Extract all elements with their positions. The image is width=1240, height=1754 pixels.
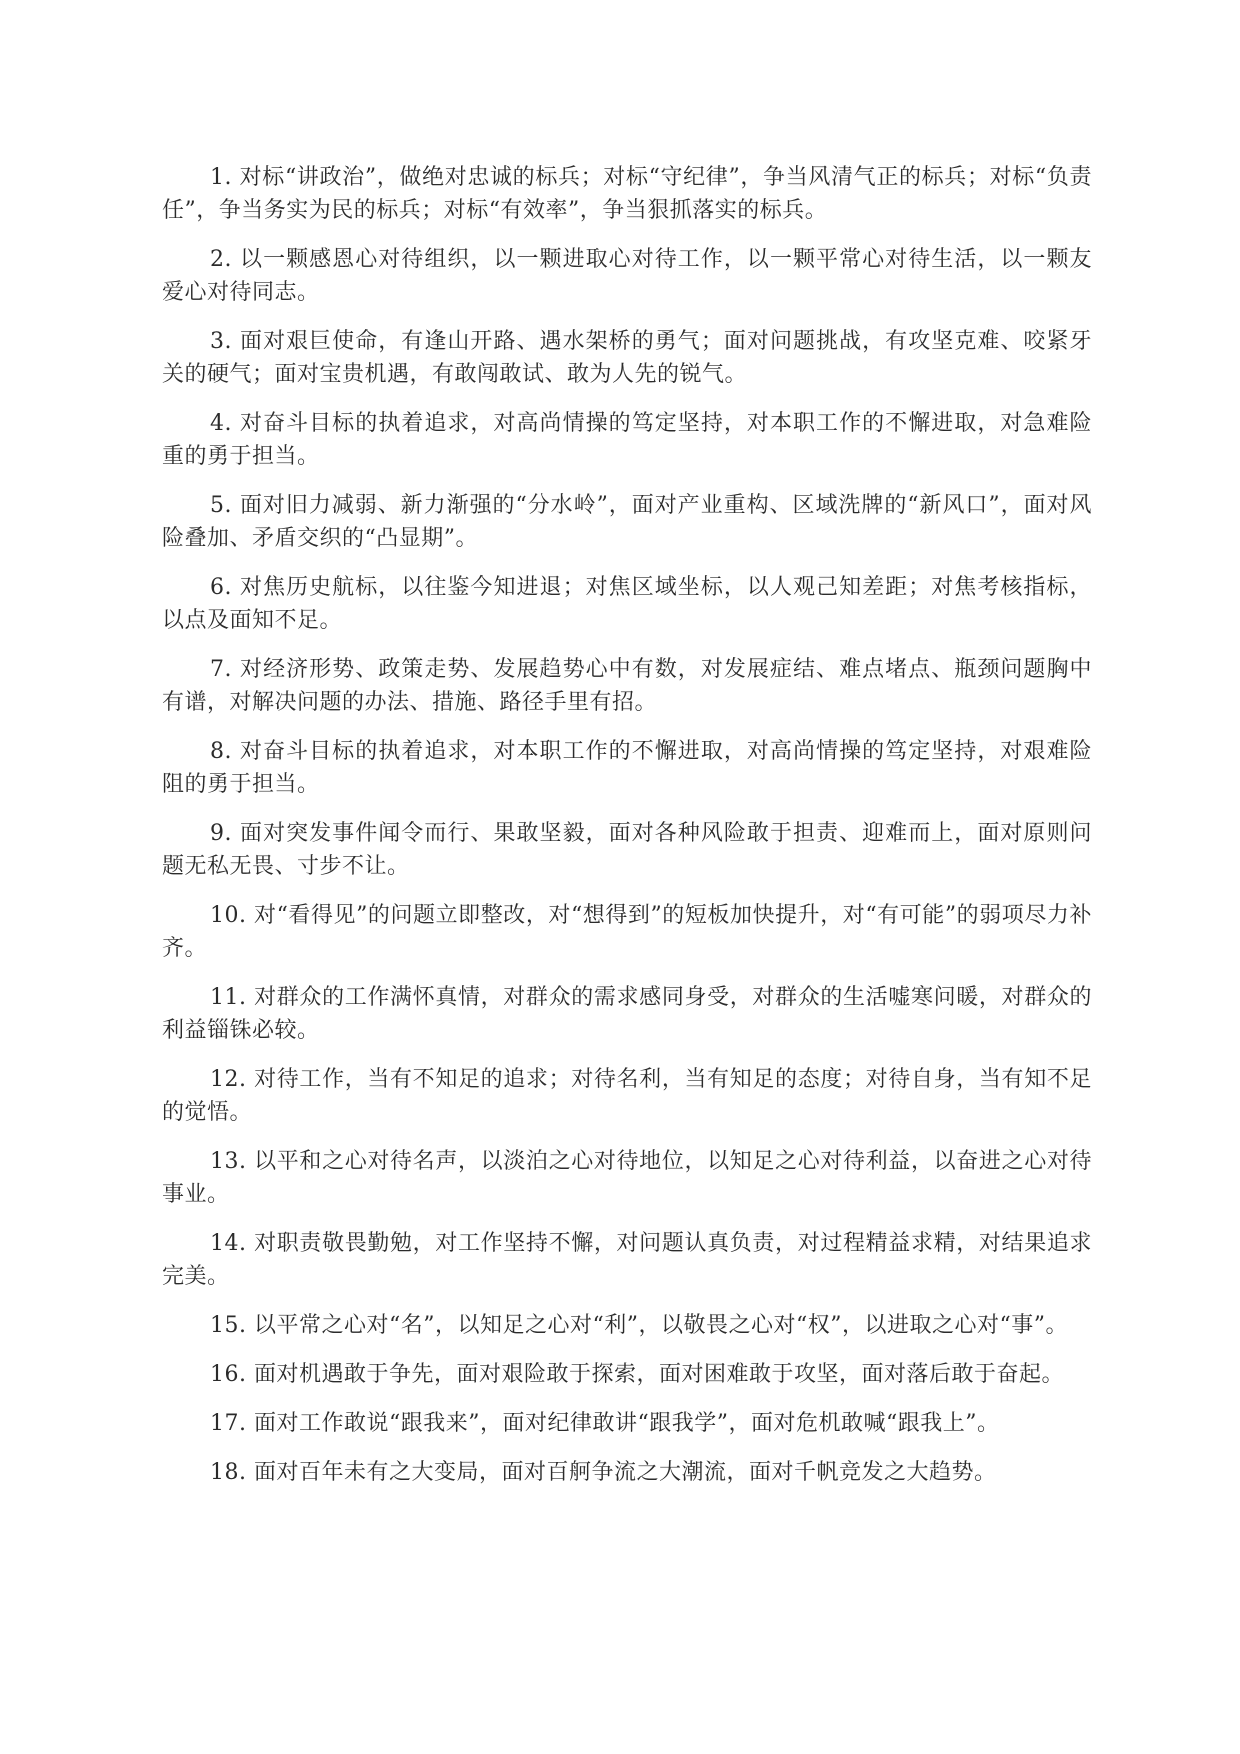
paragraph-13: 13. 以平和之心对待名声，以淡泊之心对待地位，以知足之心对待利益，以奋进之心对待事业。 [162,1149,1092,1207]
document-body [162,161,1092,1505]
paragraph-2: 2. 以一颗感恩心对待组织，以一颗进取心对待工作，以一颗平常心对待生活，以一颗友爱心对待同志。 [162,247,1092,305]
paragraph-6: 6. 对焦历史航标，以往鉴今知进退；对焦区域坐标，以人观己知差距；对焦考核指标，以点及面知不足。 [162,575,1092,633]
paragraph-7: 7. 对经济形势、政策走势、发展趋势心中有数，对发展症结、难点堵点、瓶颈问题胸中有谱，对解决问题的办法、措施、路径手里有招。 [162,657,1092,715]
paragraph-17: 17. 面对工作敢说“跟我来”，面对纪律敢讲“跟我学”，面对危机敢喊“跟我上”。 [210,1411,1000,1436]
paragraph-9: 9. 面对突发事件闻令而行、果敢坚毅，面对各种风险敢于担责、迎难而上，面对原则问题无私无畏、寸步不让。 [162,821,1092,879]
paragraph-18: 18. 面对百年未有之大变局，面对百舸争流之大潮流，面对千帆竞发之大趋势。 [210,1460,997,1485]
paragraph-15: 15. 以平常之心对“名”，以知足之心对“利”，以敬畏之心对“权”，以进取之心对“事”。 [210,1313,1068,1338]
paragraph-5: 5. 面对旧力减弱、新力渐强的“分水岭”，面对产业重构、区域洗牌的“新风口”，面对风险叠加、矛盾交织的“凸显期”。 [162,493,1092,551]
paragraph-4: 4. 对奋斗目标的执着追求，对高尚情操的笃定坚持，对本职工作的不懈进取，对急难险重的勇于担当。 [162,411,1092,469]
paragraph-8: 8. 对奋斗目标的执着追求，对本职工作的不懈进取，对高尚情操的笃定坚持，对艰难险阻的勇于担当。 [162,739,1092,797]
paragraph-1: 1. 对标“讲政治”，做绝对忠诚的标兵；对标“守纪律”，争当风清气正的标兵；对标“负责任”，争当务实为民的标兵；对标“有效率”，争当狠抓落实的标兵。 [162,165,1092,223]
paragraph-14: 14. 对职责敬畏勤勉，对工作坚持不懈，对问题认真负责，对过程精益求精，对结果追求完美。 [162,1231,1092,1289]
paragraph-12: 12. 对待工作，当有不知足的追求；对待名利，当有知足的态度；对待自身，当有知不足的觉悟。 [162,1067,1092,1125]
paragraph-3: 3. 面对艰巨使命，有逢山开路、遇水架桥的勇气；面对问题挑战，有攻坚克难、咬紧牙关的硬气；面对宝贵机遇，有敢闯敢试、敢为人先的锐气。 [162,329,1092,387]
paragraph-16: 16. 面对机遇敢于争先，面对艰险敢于探索，面对困难敢于攻坚，面对落后敢于奋起。 [210,1362,1064,1387]
paragraph-11: 11. 对群众的工作满怀真情，对群众的需求感同身受，对群众的生活嘘寒问暖，对群众的利益锱铢必较。 [162,985,1092,1043]
paragraph-10: 10. 对“看得见”的问题立即整改，对“想得到”的短板加快提升，对“有可能”的弱项尽力补齐。 [162,903,1092,961]
